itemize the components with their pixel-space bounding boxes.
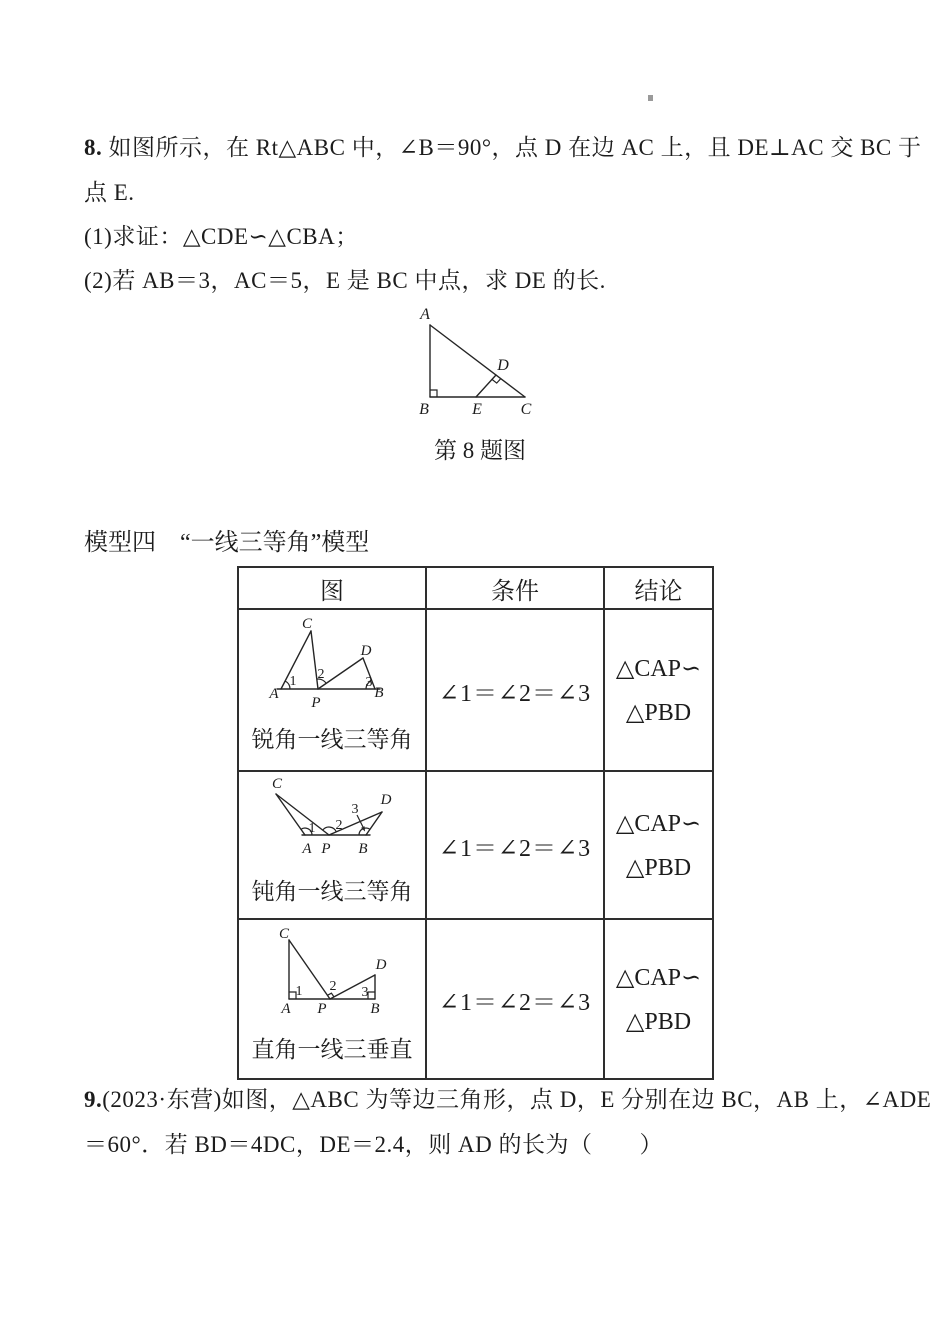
table-header-conclusion: 结论 bbox=[605, 568, 712, 610]
problem8-line1 bbox=[84, 133, 922, 163]
row2-conclusion bbox=[605, 772, 712, 920]
angle-label-1: 1 bbox=[289, 674, 297, 689]
right-angle-mark-B bbox=[430, 390, 437, 397]
row2-figure-obtuse bbox=[255, 776, 395, 858]
table-header-condition: 条件 bbox=[427, 568, 605, 610]
point-label-C: C bbox=[520, 401, 532, 418]
point-label-D: D bbox=[375, 957, 387, 973]
row1-conclusion-line2: △PBD bbox=[625, 699, 692, 726]
problem8-line3: (1)求证：△CDE∽△CBA； bbox=[84, 224, 359, 249]
scan-speck bbox=[648, 95, 653, 101]
point-label-P: P bbox=[311, 695, 321, 711]
angle-label-3: 3 bbox=[365, 675, 373, 690]
row3-conclusion-line1: △CAP∽ bbox=[615, 964, 702, 991]
point-label-B: B bbox=[358, 841, 368, 857]
row2-conclusion-line2: △PBD bbox=[625, 854, 692, 881]
row2-figure-caption: 钝角一线三等角 bbox=[251, 879, 413, 904]
row1-figure-cell bbox=[239, 610, 427, 772]
point-label-B: B bbox=[374, 685, 384, 701]
row3-conclusion bbox=[605, 920, 712, 1078]
point-label-E: E bbox=[472, 401, 482, 418]
point-label-D: D bbox=[380, 792, 392, 808]
angle-label-3: 3 bbox=[351, 802, 359, 817]
table-header-figure: 图 bbox=[239, 568, 427, 610]
point-label-D: D bbox=[497, 357, 509, 374]
row3-figure-caption: 直角一线三垂直 bbox=[251, 1037, 413, 1062]
model4-table bbox=[237, 566, 714, 1080]
row1-figure-caption: 锐角一线三等角 bbox=[251, 727, 413, 752]
problem8-figure bbox=[408, 303, 553, 425]
problem8-number: 8. bbox=[84, 135, 103, 160]
model4-heading: 模型四 “一线三等角”模型 bbox=[84, 530, 370, 556]
point-label-A: A bbox=[269, 686, 279, 702]
row1-condition: ∠1＝∠2＝∠3 bbox=[427, 610, 605, 772]
point-label-A: A bbox=[281, 1001, 291, 1017]
point-label-B: B bbox=[370, 1001, 380, 1017]
row3-figure-cell bbox=[239, 920, 427, 1078]
row3-figure-perpendicular bbox=[255, 928, 395, 1016]
point-label-D: D bbox=[360, 643, 372, 659]
point-label-P: P bbox=[321, 841, 331, 857]
problem9-line1 bbox=[84, 1085, 931, 1115]
angle-label-1: 1 bbox=[308, 821, 316, 836]
row1-conclusion bbox=[605, 610, 712, 772]
row3-condition: ∠1＝∠2＝∠3 bbox=[427, 920, 605, 1078]
point-label-A: A bbox=[420, 306, 430, 323]
problem9-line2: ＝60°．若 BD＝4DC，DE＝2.4，则 AD 的长为（ ） bbox=[84, 1132, 663, 1157]
problem9-number: 9. bbox=[84, 1087, 103, 1112]
row2-figure-cell bbox=[239, 772, 427, 920]
problem8-line2: 点 E. bbox=[84, 180, 135, 205]
problem8-line1-text: 如图所示，在 Rt△ABC 中，∠B＝90°，点 D 在边 AC 上，且 DE⊥AC 交 BC 于 bbox=[102, 135, 922, 160]
point-label-P: P bbox=[317, 1001, 327, 1017]
problem8-line4: (2)若 AB＝3，AC＝5，E 是 BC 中点，求 DE 的长. bbox=[84, 268, 606, 293]
row2-conclusion-line1: △CAP∽ bbox=[615, 810, 702, 837]
angle-label-2: 2 bbox=[329, 979, 337, 994]
point-label-C: C bbox=[278, 926, 290, 942]
point-label-C: C bbox=[271, 776, 283, 792]
problem8-figure-caption: 第 8 题图 bbox=[434, 438, 526, 463]
angle-label-2: 2 bbox=[335, 818, 343, 833]
row3-conclusion-line2: △PBD bbox=[625, 1008, 692, 1035]
problem9-line1-text: (2023·东营)如图，△ABC 为等边三角形，点 D，E 分别在边 BC，AB 上，∠ADE bbox=[102, 1087, 932, 1112]
point-label-B: B bbox=[419, 401, 429, 418]
right-angle-mark-B bbox=[368, 992, 375, 999]
angle-label-2: 2 bbox=[317, 667, 325, 682]
row1-conclusion-line1: △CAP∽ bbox=[615, 655, 702, 682]
point-label-A: A bbox=[302, 841, 312, 857]
point-label-C: C bbox=[301, 616, 313, 632]
right-angle-mark-D bbox=[492, 379, 501, 384]
row2-condition: ∠1＝∠2＝∠3 bbox=[427, 772, 605, 920]
angle-label-3: 3 bbox=[361, 985, 369, 1000]
row1-figure-acute bbox=[255, 614, 395, 709]
angle-label-1: 1 bbox=[295, 984, 303, 999]
